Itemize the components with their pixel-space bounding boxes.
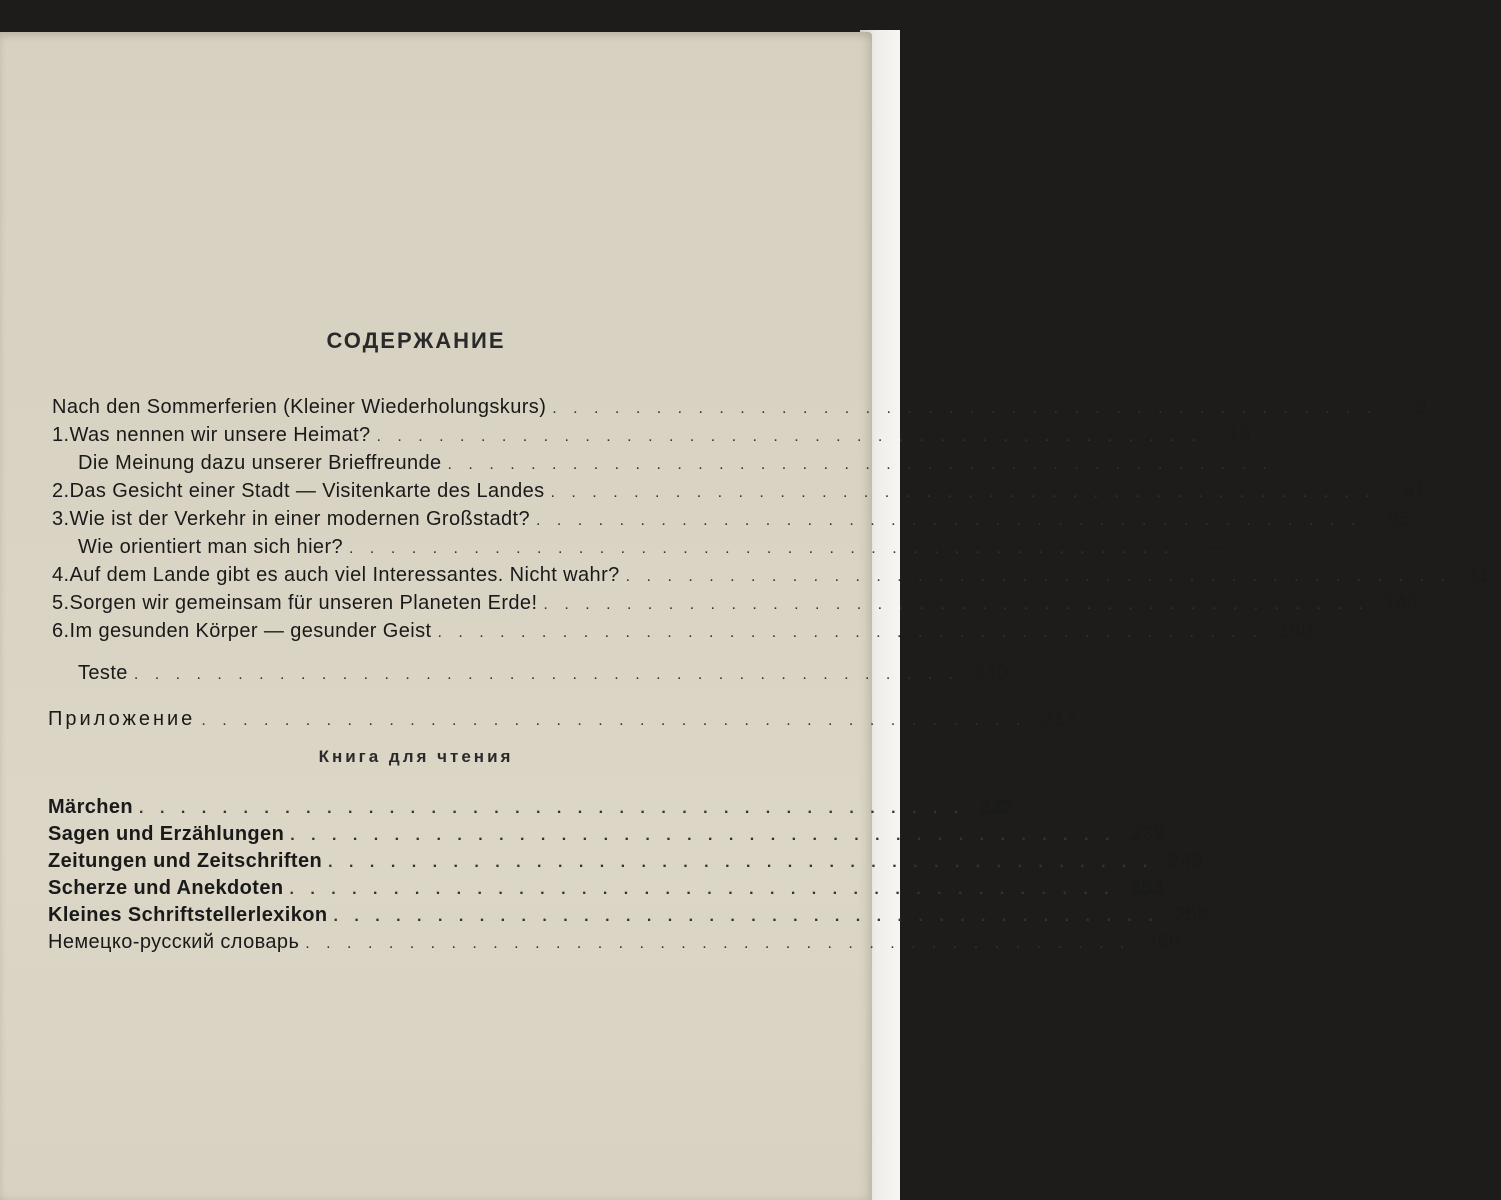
appendix-title: Приложение	[48, 708, 196, 730]
dot-leader: . . . . . . . . . . . . . . . . . . . . . . . . . . . . . . . . . . . . . . . .	[289, 881, 1115, 898]
reader-entry-title: Sagen und Erzählungen	[48, 823, 285, 845]
reader-entry-page: 258	[1174, 904, 1209, 926]
toc-entry-page: —	[1302, 452, 1323, 474]
dot-leader: . . . . . . . . . . . . . . . . . . . . . . . . . . . . . . . . . . . . . . . .	[133, 666, 959, 683]
reader-entry	[48, 902, 1209, 930]
appendix-entry	[48, 706, 1077, 734]
dot-leader: . . . . . . . . . . . . . . . . . . . . . . . . . . . . . . . . . . . . . . . .	[376, 428, 1202, 445]
reader-entry-page: 260	[1145, 931, 1181, 953]
toc-entry-title: Was nennen wir unsere Heimat?	[69, 424, 371, 446]
toc-entry-page: 146	[1384, 592, 1419, 614]
dot-leader: . . . . . . . . . . . . . . . . . . . . . . . . . . . . . . . . . . . . . . . .	[552, 400, 1378, 417]
reader-entry-title: Zeitungen und Zeitschriften	[48, 850, 323, 872]
toc-entry-number: 5.	[52, 592, 70, 614]
dot-leader: . . . . . . . . . . . . . . . . . . . . . . . . . . . . . . . . . . . . . . . .	[333, 908, 1159, 925]
teste-entry	[78, 660, 1009, 688]
toc-entry-number: 1.	[52, 424, 70, 446]
dot-leader: . . . . . . . . . . . . . . . . . . . . . . . . . . . . . . . . . . . . . . . .	[543, 596, 1369, 613]
appendix-page: 217	[1041, 708, 1077, 730]
toc-entry-title: Nach den Sommerferien (Kleiner Wiederholungskurs)	[52, 396, 547, 418]
reader-heading: Книга для чтения	[318, 747, 514, 766]
reader-entry-page: 249	[1168, 850, 1204, 872]
reader-entry-page: 239	[1130, 823, 1166, 845]
teste-page: 210	[974, 662, 1009, 684]
dot-leader: . . . . . . . . . . . . . . . . . . . . . . . . . . . . . . . . . . . . . . . .	[139, 800, 965, 817]
toc-entry-page: 18	[1228, 424, 1252, 446]
toc-entry-title: Sorgen wir gemeinsam für unseren Planeten Erde!	[69, 592, 538, 614]
toc-entry	[52, 562, 1501, 590]
toc-entry	[78, 534, 1225, 562]
toc-entry-title: Das Gesicht einer Stadt — Visitenkarte des Landes	[69, 480, 545, 502]
dot-leader: . . . . . . . . . . . . . . . . . . . . . . . . . . . . . . . . . . . . . . . .	[536, 512, 1362, 529]
dot-leader: . . . . . . . . . . . . . . . . . . . . . . . . . . . . . . . . . . . . . . . .	[201, 712, 1027, 729]
dot-leader: . . . . . . . . . . . . . . . . . . . . . . . . . . . . . . . . . . . . . . . .	[625, 568, 1451, 585]
toc-entry-title: Im gesunden Körper — gesunder Geist	[69, 620, 432, 642]
dot-leader: . . . . . . . . . . . . . . . . . . . . . . . . . . . . . . . . . . . . . . . .	[349, 540, 1175, 557]
toc-entry-number: 4.	[52, 564, 70, 586]
toc-entry-title: Die Meinung dazu unserer Brieffreunde	[78, 452, 442, 474]
toc-entry-number: 3.	[52, 508, 70, 530]
toc-entry-title: Wie ist der Verkehr in einer modernen Großstadt?	[69, 508, 530, 530]
toc-entry	[52, 590, 1419, 618]
toc-entry-page: —	[1203, 536, 1225, 558]
book-page	[0, 32, 1501, 1200]
reader-entry	[48, 794, 1015, 822]
dot-leader: . . . . . . . . . . . . . . . . . . . . . . . . . . . . . . . . . . . . . . . .	[447, 456, 1273, 473]
dot-leader: . . . . . . . . . . . . . . . . . . . . . . . . . . . . . . . . . . . . . . . .	[437, 624, 1263, 641]
toc-entry	[52, 618, 1313, 646]
table-of-contents	[0, 32, 1501, 1200]
reader-entry-title: Немецко-русский словарь	[48, 931, 300, 953]
reader-entry-page: 222	[979, 796, 1015, 818]
reader-entry	[48, 929, 1181, 957]
toc-entry-number: 6.	[52, 620, 70, 642]
toc-entry-title: Auf dem Lande gibt es auch viel Interessantes. Nicht wahr?	[69, 564, 620, 586]
toc-entry-title: Wie orientiert man sich hier?	[78, 536, 344, 558]
toc-entry-page: 180	[1278, 620, 1313, 642]
reader-entry-page: 253	[1130, 877, 1165, 899]
toc-entry-page: 117	[1467, 564, 1501, 586]
toc-entry	[52, 506, 1412, 534]
toc-entry	[78, 450, 1323, 478]
reader-entry-title: Kleines Schriftstellerlexikon	[48, 904, 328, 926]
toc-entry-page: 85	[1388, 508, 1412, 530]
dot-leader: . . . . . . . . . . . . . . . . . . . . . . . . . . . . . . . . . . . . . . . .	[550, 484, 1376, 501]
dot-leader: . . . . . . . . . . . . . . . . . . . . . . . . . . . . . . . . . . . . . . . .	[328, 854, 1154, 871]
reader-entry-title: Scherze und Anekdoten	[48, 877, 284, 899]
dot-leader: . . . . . . . . . . . . . . . . . . . . . . . . . . . . . . . . . . . . . . . .	[290, 827, 1116, 844]
toc-entry-page: 3	[1415, 396, 1428, 418]
toc-entry	[52, 422, 1252, 450]
dot-leader: . . . . . . . . . . . . . . . . . . . . . . . . . . . . . . . . . . . . . . . .	[305, 935, 1131, 952]
toc-entry-page: 51	[1402, 480, 1426, 502]
toc-entry	[52, 478, 1426, 506]
reader-entry	[48, 875, 1165, 903]
reader-entry	[48, 848, 1204, 876]
contents-heading: СОДЕРЖАНИЕ	[326, 328, 506, 353]
teste-title: Teste	[78, 662, 128, 684]
reader-entry-title: Märchen	[48, 796, 134, 818]
toc-entry-number: 2.	[52, 480, 70, 502]
toc-entry	[52, 394, 1428, 422]
reader-entry	[48, 821, 1166, 849]
